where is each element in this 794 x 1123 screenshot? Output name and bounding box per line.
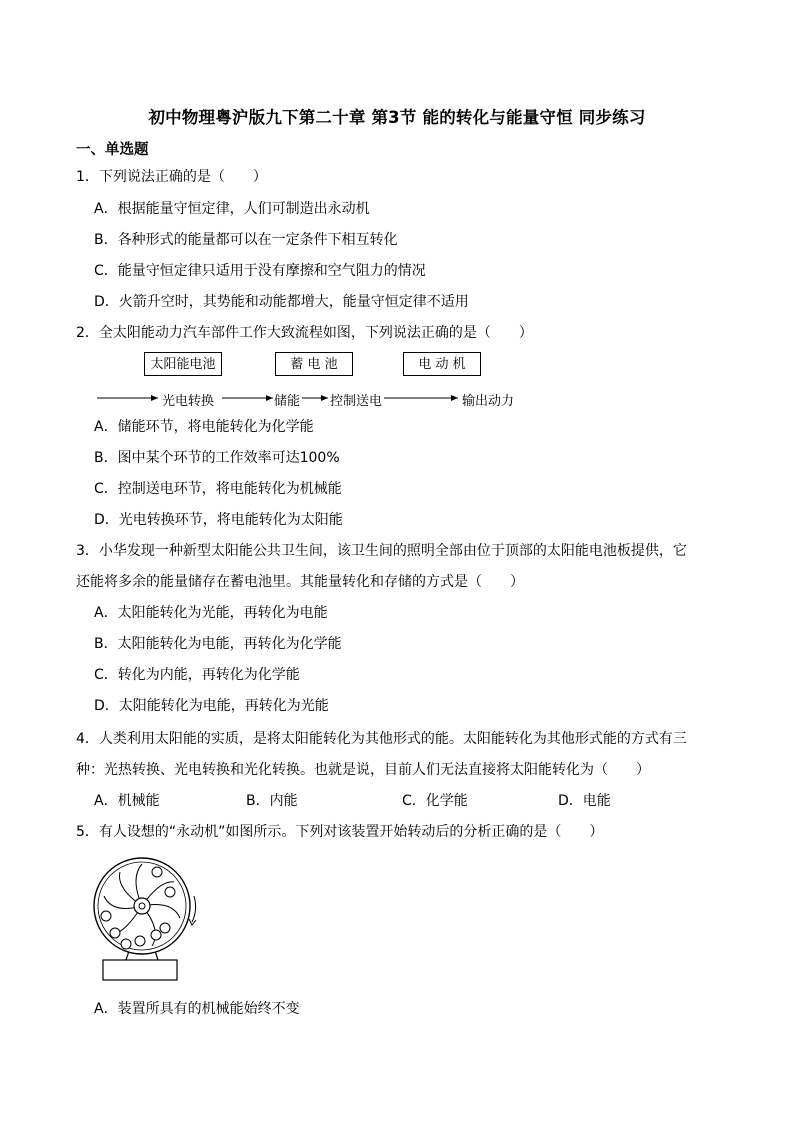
question-number: 3．: [76, 543, 99, 559]
section-heading: 一、单选题: [76, 142, 149, 158]
question-text-line-1: 小华发现一种新型太阳能公共卫生间，该卫生间的照明全部由位于顶部的太阳能电池板提供，它: [98, 543, 687, 559]
question-number: 2．: [76, 325, 99, 341]
question-5: [76, 821, 603, 841]
flow-arrows: [0, 388, 794, 418]
flow-step-storage: 储能: [274, 394, 301, 409]
question-number: 1．: [76, 169, 99, 185]
question-number: 4．: [76, 731, 99, 747]
motor-box: 电 动 机: [403, 352, 481, 376]
option-4a: A．机械能: [94, 793, 160, 809]
option-1b: B．各种形式的能量都可以在一定条件下相互转化: [94, 232, 398, 248]
question-3: [76, 540, 687, 560]
battery-box: 蓄 电 池: [275, 352, 353, 376]
page-title: 初中物理粤沪版九下第二十章 第3节 能的转化与能量守恒 同步练习: [148, 108, 646, 127]
option-1d: D．火箭升空时，其势能和动能都增大，能量守恒定律不适用: [94, 294, 469, 310]
question-text: 下列说法正确的是（ ）: [98, 169, 267, 185]
machine-axle: [139, 903, 145, 909]
question-text-line-1: 人类利用太阳能的实质，是将太阳能转化为其他形式的能。太阳能转化为其他形式能的方式有三: [98, 731, 687, 747]
rotation-arrow: [192, 896, 196, 922]
option-1c: C．能量守恒定律只适用于没有摩擦和空气阻力的情况: [94, 263, 426, 279]
question-text: 有人设想的“永动机”如图所示。下列对该装置开始转动后的分析正确的是（ ）: [98, 824, 604, 840]
option-3b: B．太阳能转化为电能，再转化为化学能: [94, 636, 342, 652]
question-text: 全太阳能动力汽车部件工作大致流程如图，下列说法正确的是（ ）: [98, 325, 533, 341]
option-3a: A．太阳能转化为光能，再转化为电能: [94, 605, 328, 621]
option-3c: C．转化为内能，再转化为化学能: [94, 667, 300, 683]
question-1: [76, 166, 267, 186]
option-3d: D．太阳能转化为电能，再转化为光能: [94, 698, 329, 714]
question-2: [76, 322, 533, 342]
option-4b: B．内能: [246, 793, 298, 809]
question-4: [76, 728, 687, 748]
flow-step-control: 控制送电: [330, 394, 383, 409]
flow-step-photoelectric: 光电转换: [162, 394, 215, 409]
question-4-line-2: 种：光热转换、光电转换和光化转换。也就是说，目前人们无法直接将太阳能转化为（ ）: [76, 762, 650, 778]
option-5a: A．装置所具有的机械能始终不变: [94, 1001, 300, 1017]
option-2b: B．图中某个环节的工作效率可达100%: [94, 450, 340, 466]
option-1a: A．根据能量守恒定律，人们可制造出永动机: [94, 201, 370, 217]
option-2c: C．控制送电环节，将电能转化为机械能: [94, 481, 342, 497]
option-4d: D．电能: [558, 793, 611, 809]
option-2d: D．光电转换环节，将电能转化为太阳能: [94, 512, 343, 528]
flow-step-output: 输出动力: [462, 394, 515, 409]
question-3-line-2: 还能将多余的能量储存在蓄电池里。其能量转化和存储的方式是（ ）: [76, 574, 524, 590]
option-4c: C．化学能: [402, 793, 468, 809]
option-2a: A．储能环节，将电能转化为化学能: [94, 419, 314, 435]
perpetual-motion-machine-figure: [90, 848, 210, 988]
solar-cell-box: 太阳能电池: [144, 352, 222, 376]
question-number: 5．: [76, 824, 99, 840]
machine-base: [103, 960, 177, 980]
